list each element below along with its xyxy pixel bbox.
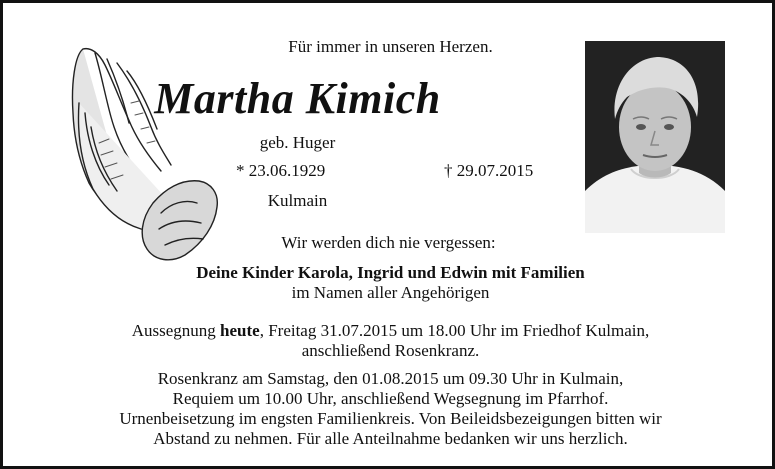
death-date: † 29.07.2015	[444, 161, 534, 180]
deceased-name: Martha Kimich	[154, 74, 441, 123]
family-line: Deine Kinder Karola, Ingrid und Edwin mit Familien	[196, 263, 585, 282]
intro-line: Für immer in unseren Herzen.	[288, 37, 493, 56]
blessing-prefix: Aussegnung	[131, 321, 221, 340]
farewell-line: Wir werden dich nie vergessen:	[281, 233, 496, 252]
blessing-suffix: , Freitag 31.07.2015 um 18.00 Uhr im Friedhof Kulmain,	[259, 321, 650, 340]
birth-date: * 23.06.1929	[236, 161, 326, 180]
blessing-line-2: anschließend Rosenkranz.	[301, 341, 480, 360]
details-line-2: Requiem um 10.00 Uhr, anschließend Wegsegnung im Pfarrhof.	[172, 389, 609, 408]
blessing-emphasis: heute	[220, 321, 260, 340]
details-line-1: Rosenkranz am Samstag, den 01.08.2015 um 09.30 Uhr in Kulmain,	[157, 369, 624, 388]
details-line-4: Abstand zu nehmen. Für alle Anteilnahme bedanken wir uns herzlich.	[153, 429, 628, 448]
maiden-name: geb. Huger	[259, 133, 336, 152]
relatives-line: im Namen aller Angehörigen	[291, 283, 490, 302]
blessing-line-1	[3, 321, 775, 341]
details-line-3: Urnenbeisetzung im engsten Familienkreis. Von Beileidsbezeigungen bitten wir	[119, 409, 662, 428]
place-name: Kulmain	[267, 191, 328, 210]
